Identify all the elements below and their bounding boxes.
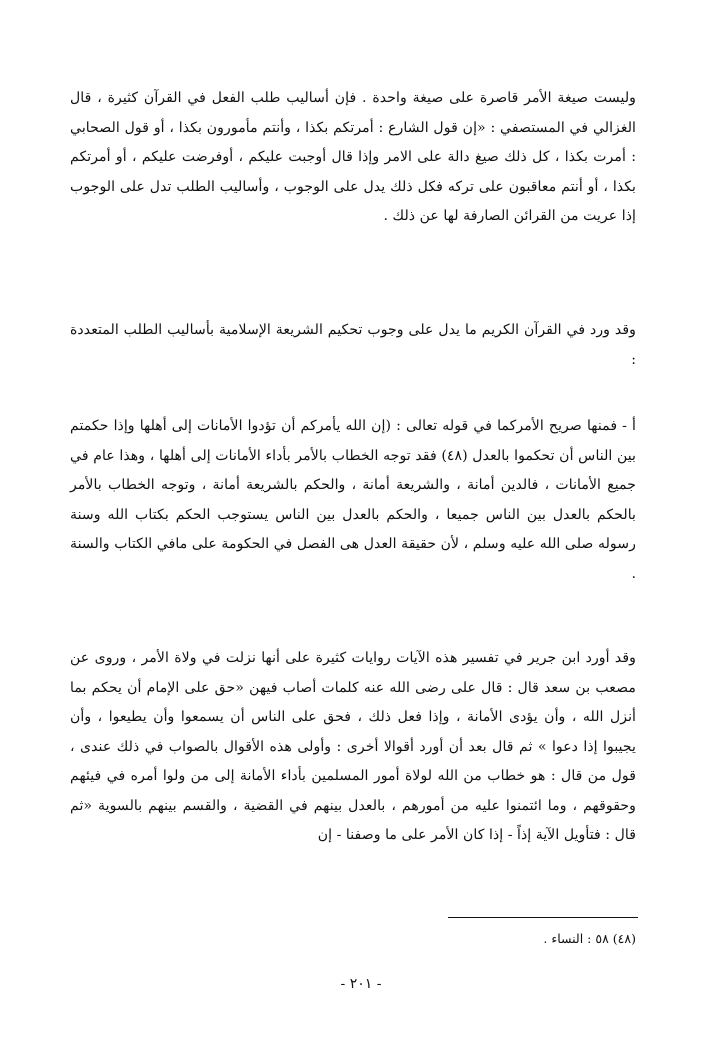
page-number: - ٢٠١ - — [340, 976, 382, 992]
paragraph-explicit-command: أ - فمنها صريح الأمركما في قوله تعالى : (إن الله يأمركم أن تؤدوا الأمانات إلى أهلها وإذا حكمتم بين الناس أن تحكموا بالعدل (٤٨) فقد توجه الخطاب بالأمر بأداء الأمانات إلى أهلها ، وهذا عام في جميع الأمانات ، فالدين أمانة ، والشريعة أمانة ، والحكم بالشريعة أمانة ، وتوجه الخطاب بالأمر بالحكم بالعدل بين الناس جميعا ، والحكم بالعدل بين الناس يستوجب الحكم بكتاب الله وسنة رسوله صلى الله عليه وسلم ، لأن حقيقة العدل هى الفصل في الحكومة على مافي الكتاب والسنة . — [70, 418, 636, 582]
paragraph-quran-intro: وقد ورد في القرآن الكريم ما يدل على وجوب تحكيم الشريعة الإسلامية بأساليب الطلب المتعددة : — [70, 322, 636, 368]
paragraph-command-forms: وليست صيغة الأمر قاصرة على صيغة واحدة . فإن أساليب طلب الفعل في القرآن كثيرة ، قال الغزالي في المستصفي : «إن قول الشارع : أمرتكم بكذا ، وأنتم مأمورون بكذا ، أو قول الصحابي : أمرت بكذا ، كل ذلك صيغ دالة على الامر وإذا قال أوجبت عليكم ، أوفرضت عليكم ، أو أمرتكم بكذا ، أو أنتم معاقبون على تركه فكل ذلك يدل على الوجوب ، وأساليب الطلب تدل على الوجوب إذا عريت من القرائن الصارفة لها عن ذلك . — [70, 90, 636, 224]
footnote: (٤٨) ٥٨ : النساء . — [543, 931, 636, 946]
paragraph-ibn-jarir: وقد أورد ابن جرير في تفسير هذه الآيات روايات كثيرة على أنها نزلت في ولاة الأمر ، وروى عن مصعب بن سعد قال : قال على رضى الله عنه كلمات أصاب فيهن «حق على الإمام أن يحكم بما أنزل الله ، وأن يؤدى الأمانة ، وإذا فعل ذلك ، فحق على الناس أن يسمعوا وأن يطيعوا ، وأن يجيبوا إذا دعوا » ثم قال بعد أن أورد أقوالا أخرى : وأولى هذه الأقوال بالصواب في ذلك عندى ، قول من قال : هو خطاب من الله لولاة أمور المسلمين بأداء الأمانة إلى من ولوا أمره في فيئهم وحقوقهم ، وما ائتمنوا عليه من أمورهم ، بالعدل بينهم في القضية ، والقسم بينهم بالسوية «ثم قال : فتأويل الآية إذاً - إذا كان الأمر على ما وصفنا - إن — [70, 650, 636, 843]
footnote-divider — [448, 917, 638, 918]
